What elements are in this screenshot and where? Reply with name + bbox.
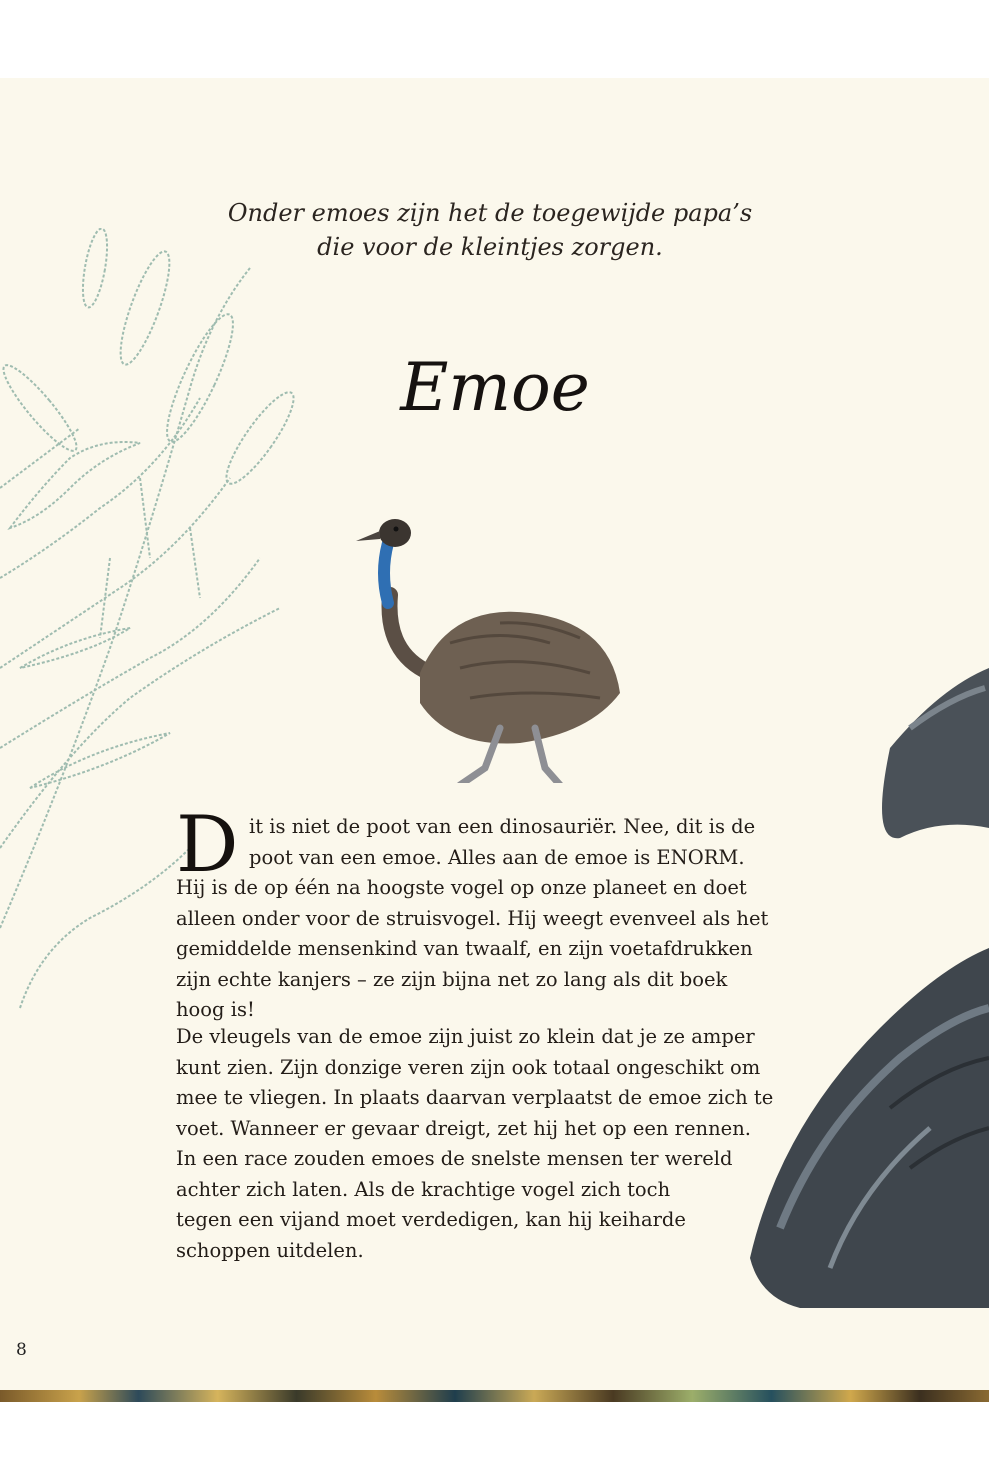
page-number: 8 — [16, 1340, 27, 1360]
paragraph-1 — [176, 800, 816, 1021]
paragraph-1-line: Hij is de op één na hoogste vogel op onze planeet en doet — [176, 876, 747, 899]
body-text — [176, 800, 816, 1266]
paragraph-2-line: achter zich laten. Als de krachtige vogel zich toch — [176, 1177, 671, 1201]
intro-line-1: Onder emoes zijn het de toegewijde papa’s — [227, 199, 753, 227]
paragraph-2-line: voet. Wanneer er gevaar dreigt, zet hij het op een rennen. — [176, 1116, 751, 1140]
drop-cap: D — [176, 800, 239, 890]
paragraph-1-line: it is niet de poot van een dinosauriër. Nee, dit is de — [249, 815, 756, 838]
intro-quote — [200, 196, 780, 264]
paragraph-1-line: alleen onder voor de struisvogel. Hij weegt evenveel als het — [176, 906, 769, 930]
paragraph-1-line: zijn echte kanjers – ze zijn bijna net zo lang als dit boek — [176, 967, 728, 991]
paragraph-2-line: kunt zien. Zijn donzige veren zijn ook totaal ongeschikt om — [176, 1055, 761, 1079]
page-title: Emoe — [400, 349, 590, 426]
paragraph-2-line: tegen een vijand moet verdedigen, kan hij keiharde — [176, 1208, 686, 1231]
paragraph-2-line: In een race zouden emoes de snelste mensen ter wereld — [176, 1147, 733, 1170]
paragraph-2-line: De vleugels van de emoe zijn juist zo klein dat je ze amper — [176, 1025, 755, 1048]
decorative-strip — [0, 1390, 989, 1402]
emu-illustration — [350, 503, 640, 783]
paragraph-1-line: gemiddelde mensenkind van twaalf, en zijn voetafdrukken — [176, 937, 753, 960]
intro-line-2: die voor de kleintjes zorgen. — [317, 233, 663, 261]
book-page — [0, 78, 989, 1398]
paragraph-2-line: mee te vliegen. In plaats daarvan verplaatst de emoe zich te — [176, 1086, 774, 1109]
paragraph-1-line: poot van een emoe. Alles aan de emoe is ENORM. — [249, 845, 745, 869]
paragraph-2-line: schoppen uitdelen. — [176, 1238, 364, 1262]
paragraph-2 — [176, 1022, 816, 1266]
paragraph-1-line: hoog is! — [176, 998, 255, 1021]
